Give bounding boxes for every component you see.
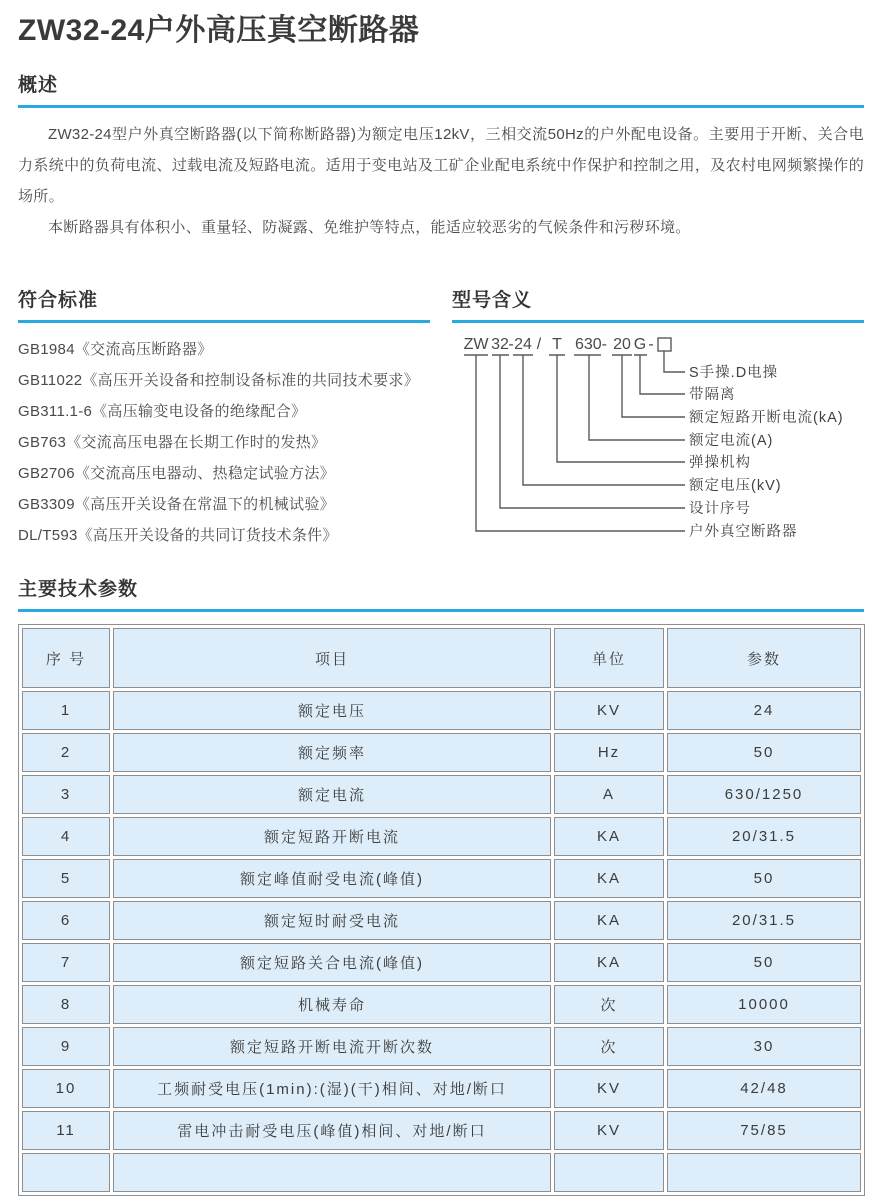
table-header-cell: 单位: [554, 628, 664, 688]
table-cell: 30: [667, 1027, 861, 1066]
model-label: 额定短路开断电流(kA): [689, 410, 844, 426]
overview-paragraph: ZW32-24型户外真空断路器(以下简称断路器)为额定电压12kV，三相交流50Hz的户外配电设备。主要用于开断、关合电力系统中的负荷电流、过载电流及短路电流。适用于变电站及工矿企业配电系统中作保护和控制之用，及农村电网频繁操作的场所。: [18, 126, 864, 205]
table-cell: 24: [667, 691, 861, 730]
model-connector-lines: [464, 351, 685, 531]
standards-and-model-columns: [18, 290, 864, 551]
table-cell: [22, 1153, 110, 1192]
section-parameters: [18, 579, 864, 1196]
model-label: 设计序号: [689, 501, 751, 517]
table-cell: 工频耐受电压(1min):(湿)(干)相间、对地/断口: [113, 1069, 551, 1108]
standards-item: GB2706《交流高压电器动、热稳定试验方法》: [18, 465, 335, 482]
standards-item: GB311.1-6《高压输变电设备的绝缘配合》: [18, 403, 307, 420]
standards-item: GB1984《交流高压断路器》: [18, 341, 213, 358]
table-cell: 20/31.5: [667, 901, 861, 940]
accent-rule: [452, 320, 864, 323]
table-row: [22, 901, 861, 940]
standards-heading: 符合标准: [18, 290, 99, 311]
table-cell: 20/31.5: [667, 817, 861, 856]
table-header-cell: 项目: [113, 628, 551, 688]
table-row: [22, 733, 861, 772]
table-row: [22, 1111, 861, 1150]
section-model: [452, 290, 864, 551]
table-row: [22, 943, 861, 982]
model-label: 额定电流(A): [689, 433, 774, 449]
table-row: [22, 817, 861, 856]
parameters-table: [18, 624, 865, 1196]
model-label: 带隔离: [689, 387, 736, 403]
overview-heading: 概述: [18, 75, 59, 96]
table-header-row: [22, 628, 861, 688]
table-cell: 10: [22, 1069, 110, 1108]
table-cell: [554, 1153, 664, 1192]
page-title: ZW32-24户外高压真空断路器: [18, 14, 420, 47]
table-cell: A: [554, 775, 664, 814]
model-token-slash: /: [536, 336, 542, 353]
accent-rule: [18, 609, 864, 612]
section-standards: [18, 290, 430, 551]
table-row: [22, 985, 861, 1024]
table-cell: 机械寿命: [113, 985, 551, 1024]
table-cell: KA: [554, 943, 664, 982]
table-cell: 10000: [667, 985, 861, 1024]
model-token-hyphen: -: [648, 336, 654, 353]
table-cell: 7: [22, 943, 110, 982]
model-label: S手操.D电操: [689, 365, 779, 381]
table-row-partial: [22, 1153, 861, 1192]
table-cell: 额定峰值耐受电流(峰值): [113, 859, 551, 898]
table-cell: 75/85: [667, 1111, 861, 1150]
table-cell: 额定短时耐受电流: [113, 901, 551, 940]
table-cell: Hz: [554, 733, 664, 772]
model-token-hyphen: -: [508, 336, 514, 353]
model-label: 弹操机构: [689, 455, 751, 471]
standards-item: GB763《交流高压电器在长期工作时的发热》: [18, 434, 327, 451]
table-cell: 1: [22, 691, 110, 730]
table-cell: 次: [554, 985, 664, 1024]
table-cell: 次: [554, 1027, 664, 1066]
table-cell: 雷电冲击耐受电压(峰值)相间、对地/断口: [113, 1111, 551, 1150]
model-token-mechanism: T: [552, 336, 562, 353]
table-row: [22, 775, 861, 814]
standards-item: GB11022《高压开关设备和控制设备标准的共同技术要求》: [18, 372, 419, 389]
model-token-operation-box: [658, 338, 671, 351]
table-cell: 8: [22, 985, 110, 1024]
table-row: [22, 691, 861, 730]
table-cell: 5: [22, 859, 110, 898]
table-cell: 额定短路开断电流: [113, 817, 551, 856]
table-cell: [667, 1153, 861, 1192]
model-token-isolation: G: [633, 336, 647, 353]
table-row: [22, 859, 861, 898]
table-header: [22, 628, 861, 688]
table-cell: KA: [554, 901, 664, 940]
standards-item: GB3309《高压开关设备在常温下的机械试验》: [18, 496, 335, 513]
table-cell: KV: [554, 1111, 664, 1150]
standards-item: DL/T593《高压开关设备的共同订货技术条件》: [18, 527, 338, 544]
table-cell: 额定电流: [113, 775, 551, 814]
model-token-breaking: 20: [613, 336, 631, 353]
table-cell: 4: [22, 817, 110, 856]
table-cell: [113, 1153, 551, 1192]
section-overview: [18, 75, 864, 243]
overview-paragraph: 本断路器具有体积小、重量轻、防凝露、免维护等特点，能适应较恶劣的气候条件和污秽环境。: [48, 219, 691, 236]
table-cell: 50: [667, 859, 861, 898]
table-header-cell: 序 号: [22, 628, 110, 688]
model-token-current: 630-: [574, 336, 608, 353]
table-cell: 42/48: [667, 1069, 861, 1108]
table-cell: 2: [22, 733, 110, 772]
accent-rule: [18, 320, 430, 323]
model-token-design: 32: [491, 336, 509, 353]
table-row: [22, 1027, 861, 1066]
table-cell: 50: [667, 943, 861, 982]
model-label: 户外真空断路器: [689, 524, 798, 540]
table-cell: 11: [22, 1111, 110, 1150]
table-cell: 额定短路关合电流(峰值): [113, 943, 551, 982]
model-token-series: ZW: [463, 336, 489, 353]
table-row: [22, 1069, 861, 1108]
model-heading: 型号含义: [452, 290, 533, 311]
table-cell: 50: [667, 733, 861, 772]
overview-paragraphs: [18, 119, 864, 243]
table-cell: 3: [22, 775, 110, 814]
table-cell: 6: [22, 901, 110, 940]
table-cell: 额定电压: [113, 691, 551, 730]
parameters-heading: 主要技术参数: [18, 579, 139, 600]
table-cell: 额定频率: [113, 733, 551, 772]
table-cell: 额定短路开断电流开断次数: [113, 1027, 551, 1066]
table-cell: KV: [554, 691, 664, 730]
table-cell: KA: [554, 859, 664, 898]
table-cell: KV: [554, 1069, 664, 1108]
table-cell: KA: [554, 817, 664, 856]
table-cell: 630/1250: [667, 775, 861, 814]
accent-rule: [18, 105, 864, 108]
model-label: 额定电压(kV): [689, 478, 782, 494]
datasheet-page: [0, 14, 882, 1196]
model-token-voltage: 24: [514, 336, 532, 353]
table-header-cell: 参数: [667, 628, 861, 688]
model-designation-diagram: [452, 327, 862, 543]
params-table-body: [22, 691, 861, 1192]
standards-list: [18, 334, 430, 551]
table-cell: 9: [22, 1027, 110, 1066]
